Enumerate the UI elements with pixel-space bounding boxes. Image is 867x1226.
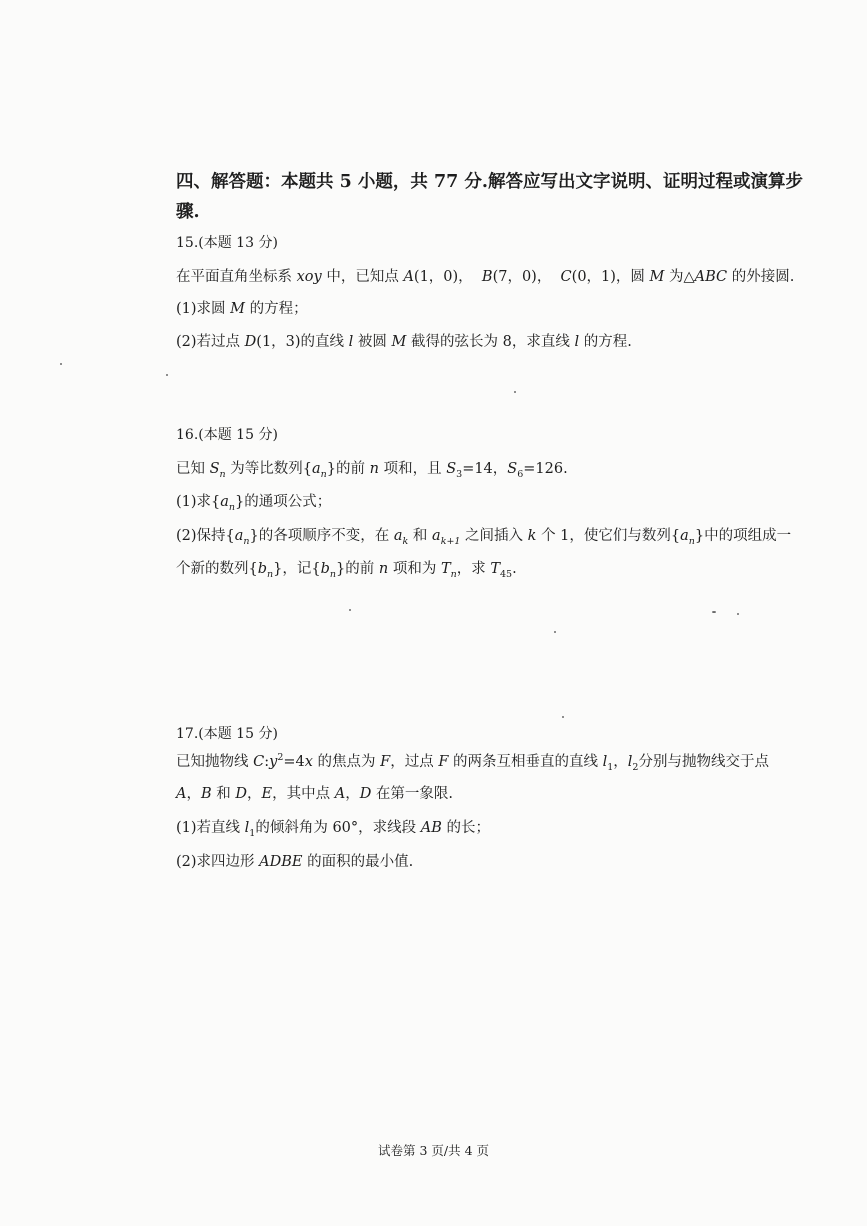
q17-part1: (1)若直线 $l_1$的倾斜角为 60°，求线段 AB 的长； xyxy=(176,820,491,839)
q17-stem-cont: A，B 和 D，E，其中点 A，D 在第一象限. xyxy=(176,786,454,802)
scan-speck xyxy=(737,613,739,615)
q15-part1: (1)求圆 M 的方程； xyxy=(176,301,308,317)
scan-speck xyxy=(514,391,516,393)
q16-part1: (1)求$\{a_n\}$的通项公式； xyxy=(176,494,332,513)
q15-stem: 在平面直角坐标系 xoy 中，已知点 A(1，0)， B(7，0)， C(0，1)，圆 M 为△ABC 的外接圆. xyxy=(176,269,795,285)
q16-part2-cont: 个新的数列$\{b_n\}$，记$\{b_n\}$的前 n 项和为 $T_n$，求 $T_{45}$. xyxy=(176,561,517,580)
section-title-line2: 骤. xyxy=(176,202,200,222)
page-footer: 试卷第 3 页/共 4 页 xyxy=(377,1143,489,1158)
scan-speck xyxy=(60,363,62,365)
q16-stem: 已知 $S_n$ 为等比数列$\{a_n\}$的前 n 项和，且 $S_3=14$，$S_6=126$. xyxy=(176,461,568,480)
scan-speck xyxy=(554,631,556,633)
q17-stem: 已知抛物线 $C:y^2=4x$ 的焦点为 F，过点 F 的两条互相垂直的直线 $l_1$，$l_2$分别与抛物线交于点 xyxy=(176,752,769,773)
scan-speck xyxy=(166,374,168,376)
q16-header: 16.(本题 15 分) xyxy=(176,427,278,443)
q17-header: 17.(本题 15 分) xyxy=(176,726,278,742)
scan-speck xyxy=(712,611,716,613)
scan-speck xyxy=(349,609,351,611)
q15-part2: (2)若过点 D(1，3)的直线 l 被圆 M 截得的弦长为 8，求直线 l 的方程. xyxy=(176,334,632,350)
scan-speck xyxy=(562,716,564,718)
section-title-line1: 四、解答题：本题共 5 小题，共 77 分.解答应写出文字说明、证明过程或演算步 xyxy=(176,172,803,192)
q17-part2: (2)求四边形 ADBE 的面积的最小值. xyxy=(176,854,414,870)
q16-part2: (2)保持$\{a_n\}$的各项顺序不变，在 $a_k$ 和 $a_{k+1}$ 之间插入 k 个 1，使它们与数列$\{a_n\}$中的项组成一 xyxy=(176,528,792,547)
q15-header: 15.(本题 13 分) xyxy=(176,235,278,251)
